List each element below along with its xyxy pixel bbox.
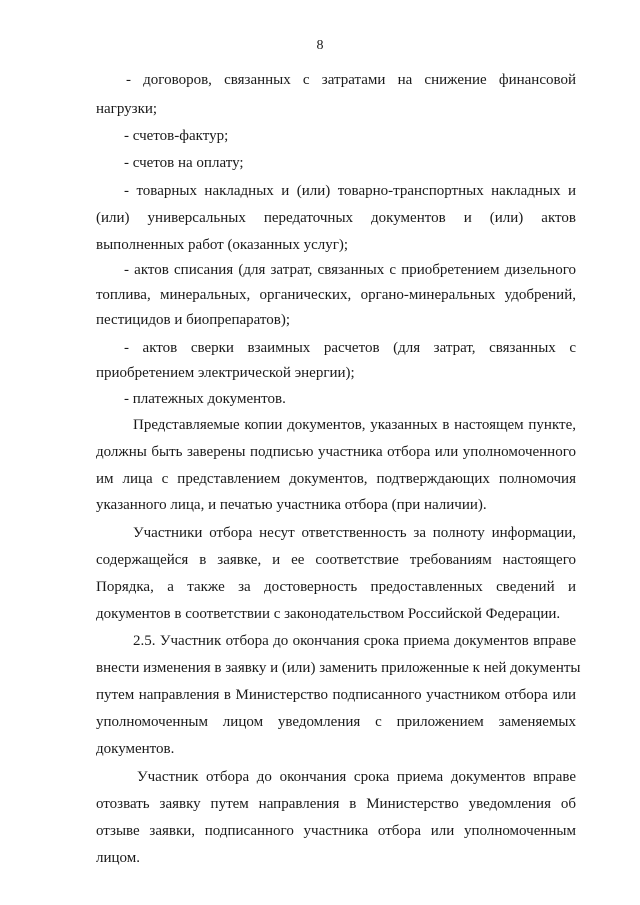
text-line: приобретением электрической энергии);: [96, 365, 355, 381]
text-line: Представляемые копии документов, указанных в настоящем пункте,: [133, 417, 576, 433]
text-line: документов в соответствии с законодательством Российской Федерации.: [96, 606, 561, 622]
text-line: Участник отбора до окончания срока приема документов вправе: [137, 769, 576, 785]
text-line: лицом.: [96, 850, 140, 866]
text-line: - договоров, связанных с затратами на снижение финансовой: [126, 72, 576, 88]
text-line: - счетов на оплату;: [124, 155, 244, 171]
text-line: должны быть заверены подписью участника отбора или уполномоченного: [96, 444, 576, 460]
text-line: - товарных накладных и (или) товарно-транспортных накладных и: [124, 183, 576, 199]
text-line: уполномоченным лицом уведомления с приложением заменяемых: [96, 714, 576, 730]
text-line: им лица с представлением документов, подтверждающих полномочия: [96, 471, 576, 487]
text-line: топлива, минеральных, органических, органо-минеральных удобрений,: [96, 287, 576, 303]
text-line: отзыве заявки, подписанного участника отбора или уполномоченным: [96, 823, 576, 839]
text-line: содержащейся в заявке, и ее соответствие требованиям настоящего: [96, 552, 576, 568]
text-line: отозвать заявку путем направления в Министерство уведомления об: [96, 796, 576, 812]
text-line: нагрузки;: [96, 101, 158, 117]
text-line: - платежных документов.: [124, 391, 286, 407]
text-line: - актов списания (для затрат, связанных с приобретением дизельного: [124, 262, 576, 278]
text-line: Порядка, а также за достоверность предоставленных сведений и: [96, 579, 576, 595]
text-line: 2.5. Участник отбора до окончания срока приема документов вправе: [133, 633, 576, 649]
page-number: 8: [316, 38, 324, 53]
text-line: внести изменения в заявку и (или) заменить приложенные к ней документы: [96, 660, 581, 676]
text-line: выполненных работ (оказанных услуг);: [96, 237, 349, 253]
text-line: - актов сверки взаимных расчетов (для затрат, связанных с: [124, 340, 576, 356]
text-line: указанного лица, и печатью участника отбора (при наличии).: [96, 497, 487, 513]
text-line: путем направления в Министерство подписанного участником отбора или: [96, 687, 576, 703]
text-line: документов.: [96, 741, 175, 757]
text-line: (или) универсальных передаточных документов и (или) актов: [96, 210, 576, 226]
text-line: Участники отбора несут ответственность за полноту информации,: [133, 525, 576, 541]
text-line: - счетов-фактур;: [124, 128, 229, 144]
text-line: пестицидов и биопрепаратов);: [96, 312, 290, 328]
